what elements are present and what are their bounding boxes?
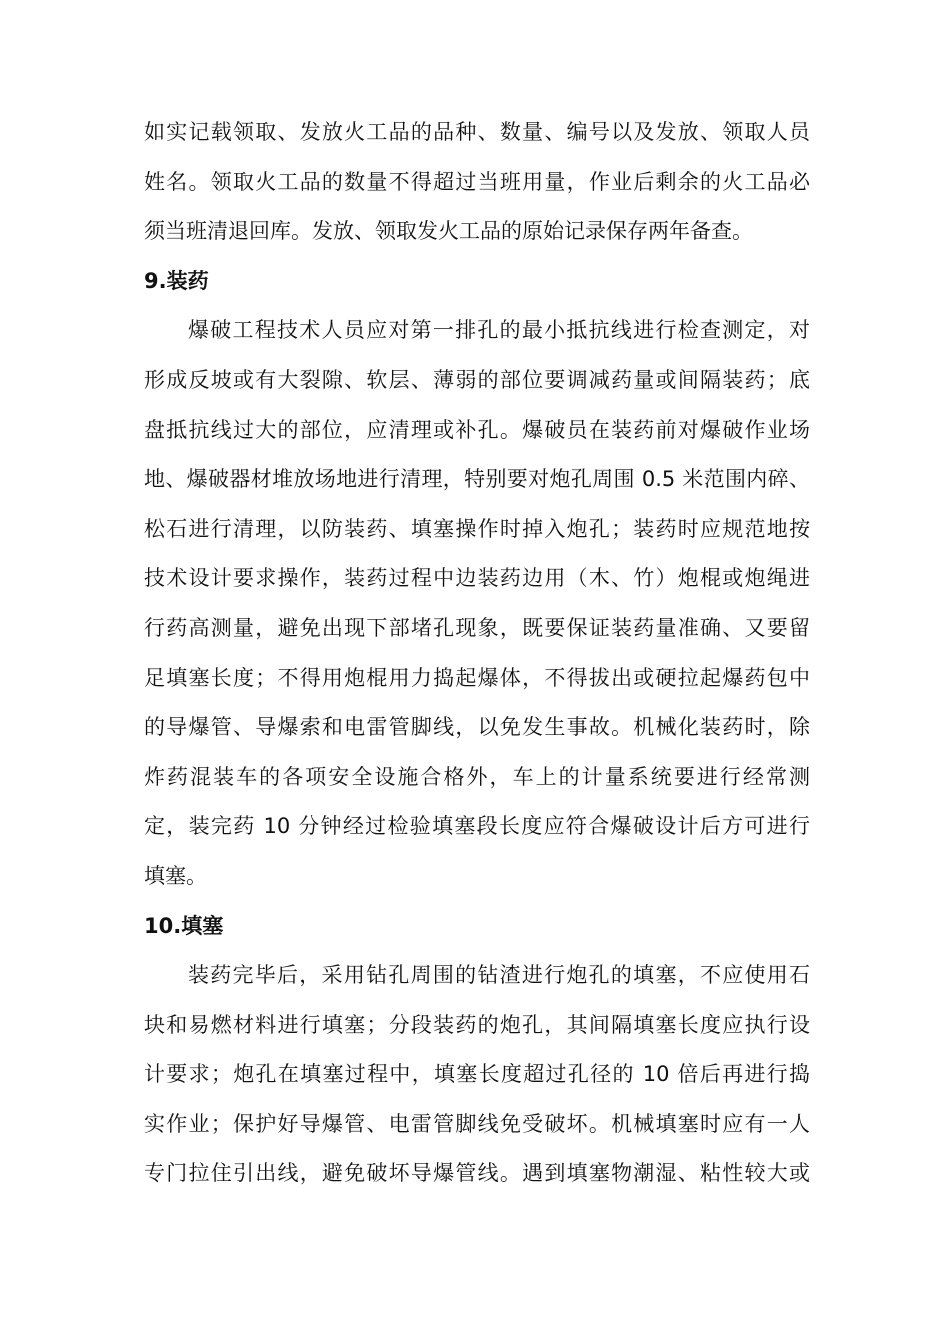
paragraph-line: 如实记载领取、发放火工品的品种、数量、编号以及发放、领取人员 [144, 120, 810, 144]
paragraph-line: 技术设计要求操作，装药过程中边装药边用（木、竹）炮棍或炮绳进 [144, 566, 810, 591]
paragraph-line: 地、爆破器材堆放场地进行清理，特别要对炮孔周围 0.5 米范围内碎、 [144, 467, 810, 492]
paragraph-line: 块和易燃材料进行填塞；分段装药的炮孔，其间隔填塞长度应执行设 [144, 1012, 810, 1037]
paragraph-line: 装药完毕后，采用钻孔周围的钻渣进行炮孔的填塞，不应使用石 [188, 963, 810, 988]
paragraph-line: 松石进行清理，以防装药、填塞操作时掉入炮孔；装药时应规范地按 [144, 516, 810, 541]
paragraph-line: 的导爆管、导爆索和电雷管脚线，以免发生事故。机械化装药时，除 [144, 715, 810, 740]
paragraph-line: 盘抵抗线过大的部位，应清理或补孔。爆破员在装药前对爆破作业场 [144, 417, 810, 442]
section-heading: 9.装药 [144, 268, 209, 293]
document-page [144, 108, 810, 1199]
paragraph-line: 专门拉住引出线，避免破坏导爆管线。遇到填塞物潮湿、粘性较大或 [144, 1161, 810, 1186]
section-9 [144, 257, 810, 902]
intro-paragraph [144, 108, 810, 257]
paragraph-line: 定，装完药 10 分钟经过检验填塞段长度应符合爆破设计后方可进行 [144, 814, 810, 839]
paragraph-line: 实作业；保护好导爆管、电雷管脚线免受破坏。机械填塞时应有一人 [144, 1111, 810, 1136]
paragraph-line: 计要求；炮孔在填塞过程中，填塞长度超过孔径的 10 倍后再进行捣 [144, 1062, 810, 1087]
paragraph-line: 姓名。领取火工品的数量不得超过当班用量，作业后剩余的火工品必 [144, 169, 810, 194]
paragraph-line: 行药高测量，避免出现下部堵孔现象，既要保证装药量准确、又要留 [144, 615, 810, 640]
paragraph-line: 足填塞长度；不得用炮棍用力捣起爆体，不得拔出或硬拉起爆药包中 [144, 665, 810, 690]
paragraph-line: 须当班清退回库。发放、领取发火工品的原始记录保存两年备查。 [144, 219, 753, 244]
paragraph-line: 形成反坡或有大裂隙、软层、薄弱的部位要调减药量或间隔装药；底 [144, 367, 810, 392]
paragraph-line: 爆破工程技术人员应对第一排孔的最小抵抗线进行检查测定，对 [188, 318, 810, 343]
section-10 [144, 902, 810, 1200]
paragraph-line: 填塞。 [144, 863, 207, 888]
section-heading: 10.填塞 [144, 913, 224, 938]
paragraph-line: 炸药混装车的各项安全设施合格外，车上的计量系统要进行经常测 [144, 764, 810, 789]
